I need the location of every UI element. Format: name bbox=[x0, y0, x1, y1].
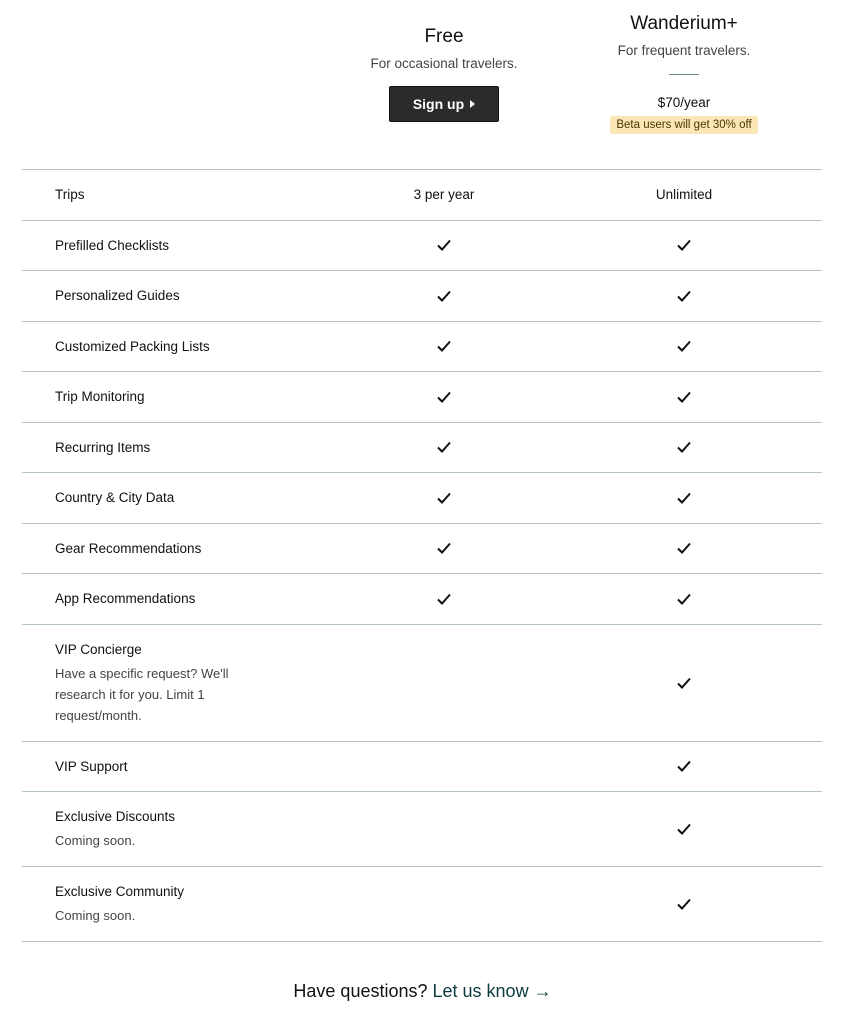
discount-badge: Beta users will get 30% off bbox=[610, 116, 757, 134]
feature-name: VIP Concierge bbox=[55, 641, 142, 657]
feature-name: Customized Packing Lists bbox=[55, 338, 210, 354]
feature-row bbox=[22, 322, 822, 373]
feature-row bbox=[22, 574, 822, 625]
feature-row bbox=[22, 221, 822, 272]
free-cell bbox=[324, 867, 564, 941]
check-icon bbox=[677, 823, 691, 835]
feature-row bbox=[22, 473, 822, 524]
check-icon bbox=[437, 290, 451, 302]
feature-label bbox=[55, 238, 169, 253]
feature-row bbox=[22, 867, 822, 942]
feature-row bbox=[22, 271, 822, 322]
feature-label bbox=[55, 884, 255, 926]
feature-value: 3 per year bbox=[413, 187, 475, 203]
feature-name: Trips bbox=[55, 187, 85, 202]
check-icon bbox=[437, 441, 451, 453]
feature-row bbox=[22, 423, 822, 474]
free-cell bbox=[324, 742, 564, 792]
feature-name: App Recommendations bbox=[55, 591, 196, 606]
feature-row bbox=[22, 742, 822, 793]
check-icon bbox=[677, 340, 691, 352]
plus-cell bbox=[564, 574, 804, 624]
plan-plus bbox=[564, 13, 804, 134]
feature-label bbox=[55, 490, 174, 505]
feature-label bbox=[55, 591, 195, 606]
feature-name: Personalized Guides bbox=[55, 288, 180, 303]
feature-description: Coming soon. bbox=[55, 833, 136, 848]
feature-table bbox=[22, 169, 822, 942]
feature-label bbox=[55, 759, 128, 774]
check-icon bbox=[677, 290, 691, 302]
free-cell bbox=[324, 271, 564, 321]
feature-name: Country & City Data bbox=[55, 490, 175, 505]
feature-label bbox=[55, 809, 255, 851]
feature-description: Coming soon. bbox=[55, 908, 136, 923]
plus-cell bbox=[564, 423, 804, 473]
plus-cell bbox=[564, 792, 804, 866]
check-icon bbox=[677, 492, 691, 504]
feature-label bbox=[55, 440, 150, 455]
feature-name: Recurring Items bbox=[55, 439, 151, 455]
check-icon bbox=[677, 542, 691, 554]
check-icon bbox=[677, 391, 691, 403]
play-arrow-icon bbox=[470, 100, 475, 108]
plus-cell bbox=[564, 867, 804, 941]
plan-name: Free bbox=[424, 26, 464, 47]
check-icon bbox=[437, 239, 451, 251]
plus-cell bbox=[564, 322, 804, 372]
feature-name: Exclusive Discounts bbox=[55, 809, 176, 824]
plus-cell bbox=[564, 271, 804, 321]
sign-up-button[interactable] bbox=[389, 86, 499, 122]
feature-label bbox=[55, 541, 201, 556]
check-icon bbox=[677, 760, 691, 772]
contact-link[interactable]: Let us know → bbox=[432, 981, 552, 1001]
plan-name: Wanderium+ bbox=[630, 13, 738, 34]
check-icon bbox=[437, 542, 451, 554]
feature-label bbox=[55, 642, 255, 726]
check-icon bbox=[437, 340, 451, 352]
check-icon bbox=[677, 441, 691, 453]
plus-cell bbox=[564, 372, 804, 422]
feature-row bbox=[22, 170, 822, 221]
plan-subtitle: For occasional travelers. bbox=[370, 56, 518, 71]
feature-row bbox=[22, 792, 822, 867]
plan-price: $70/year bbox=[657, 95, 711, 110]
sign-up-label: Sign up bbox=[412, 96, 465, 112]
feature-name: Exclusive Community bbox=[55, 884, 185, 899]
plus-cell bbox=[564, 524, 804, 574]
free-cell bbox=[324, 322, 564, 372]
feature-name: VIP Support bbox=[55, 758, 128, 774]
plus-cell bbox=[564, 221, 804, 271]
free-cell bbox=[324, 574, 564, 624]
free-cell bbox=[324, 221, 564, 271]
plan-subtitle: For frequent travelers. bbox=[617, 43, 751, 58]
check-icon bbox=[677, 898, 691, 910]
feature-row bbox=[22, 625, 822, 742]
plus-cell bbox=[564, 473, 804, 523]
free-cell bbox=[324, 473, 564, 523]
check-icon bbox=[437, 492, 451, 504]
plan-free bbox=[324, 26, 564, 122]
plus-cell bbox=[564, 625, 804, 741]
feature-name: Trip Monitoring bbox=[55, 389, 145, 404]
feature-label bbox=[55, 187, 85, 202]
check-icon bbox=[677, 593, 691, 605]
free-cell bbox=[324, 524, 564, 574]
free-cell bbox=[324, 423, 564, 473]
free-cell bbox=[324, 792, 564, 866]
footer bbox=[0, 981, 845, 1002]
check-icon bbox=[677, 677, 691, 689]
check-icon bbox=[437, 391, 451, 403]
free-cell bbox=[324, 170, 564, 220]
divider bbox=[669, 74, 699, 75]
feature-name: Gear Recommendations bbox=[55, 540, 202, 556]
feature-description: Have a specific request? We'll research it for you. Limit 1 request/month. bbox=[55, 665, 229, 723]
free-cell bbox=[324, 372, 564, 422]
feature-label bbox=[55, 389, 145, 404]
footer-question: Have questions? bbox=[293, 981, 428, 1001]
plus-cell bbox=[564, 742, 804, 792]
check-icon bbox=[677, 239, 691, 251]
plus-cell bbox=[564, 170, 804, 220]
free-cell bbox=[324, 625, 564, 741]
feature-row bbox=[22, 372, 822, 423]
feature-label bbox=[55, 339, 210, 354]
feature-value: Unlimited bbox=[655, 187, 713, 203]
feature-label bbox=[55, 288, 180, 303]
check-icon bbox=[437, 593, 451, 605]
feature-row bbox=[22, 524, 822, 575]
feature-name: Prefilled Checklists bbox=[55, 237, 170, 253]
